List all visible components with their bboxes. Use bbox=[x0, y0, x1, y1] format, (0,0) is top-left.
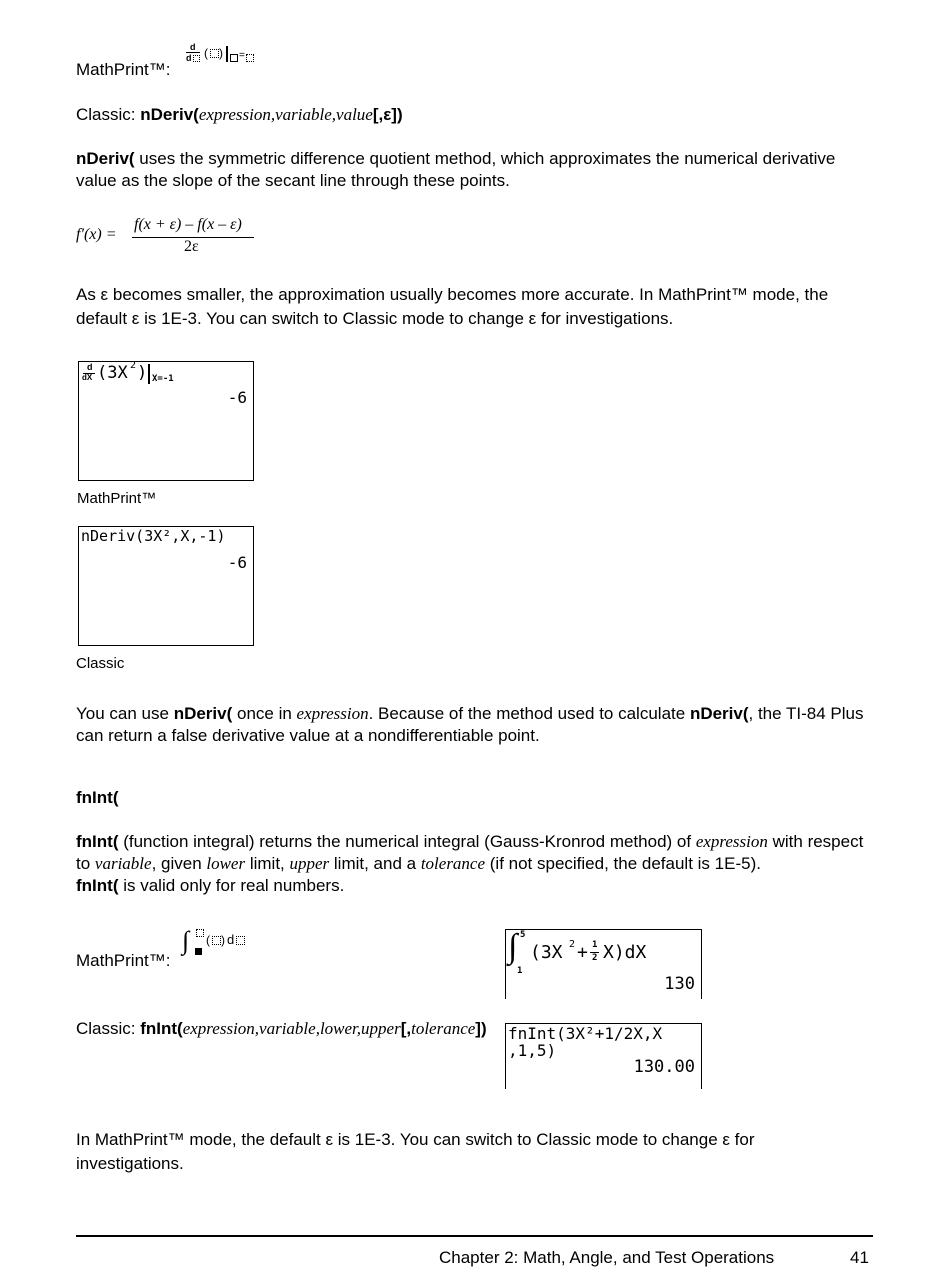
page-number: 41 bbox=[850, 1248, 869, 1267]
calculator-screen-mathprint-nderiv: d dX (3X 2 ) X=-1 -6 bbox=[78, 361, 254, 481]
epsilon-paragraph: As ε becomes smaller, the approximation usually becomes more accurate. In MathPrint™ mode, the default ε is 1E-3. You can switch to Classic mode to change ε for investigations. bbox=[76, 285, 829, 328]
fnint-epsilon-note: In MathPrint™ mode, the default ε is 1E-3. You can switch to Classic mode to change ε for investigations. bbox=[76, 1130, 755, 1173]
derivative-formula: f′(x) = f(x + ε) – f(x – ε) 2ε bbox=[76, 216, 276, 260]
fnint-heading: fnInt( bbox=[76, 788, 119, 807]
calculator-screen-classic-fnint: fnInt(3X²+1/2X,X ,1,5) 130.00 bbox=[505, 1023, 702, 1089]
classic-nderiv-syntax: Classic: nDeriv(expression,variable,value[,ε]) bbox=[76, 105, 403, 124]
mathprint-integral-template: ∫ ( ) d bbox=[182, 926, 272, 960]
calculator-screen-classic-nderiv: nDeriv(3X²,X,-1) -6 bbox=[78, 526, 254, 646]
mathprint-caption: MathPrint™ bbox=[77, 490, 157, 507]
footer-rule bbox=[76, 1235, 873, 1237]
mathprint-label-1: MathPrint™: bbox=[76, 60, 171, 79]
mathprint-label-2: MathPrint™: bbox=[76, 951, 171, 970]
fnint-description: fnInt( (function integral) returns the numerical integral (Gauss-Kronrod method) of expression with respect to variable, given lower limit, upper limit, and a tolerance (if not specified, the default is 1E-5). fnInt( is valid only for real numbers. bbox=[76, 832, 864, 895]
mathprint-derivative-template: d d ( ) = bbox=[184, 42, 274, 70]
calculator-screen-mathprint-fnint: ∫ 5 1 (3X 2 + 1 2 X)dX 130 bbox=[505, 929, 702, 999]
nderiv-description: nDeriv( uses the symmetric difference quotient method, which approximates the numerical derivative value as the slope of the secant line through these points. bbox=[76, 149, 836, 190]
footer-chapter-title: Chapter 2: Math, Angle, and Test Operations bbox=[439, 1248, 775, 1267]
nderiv-note: You can use nDeriv( once in expression. Because of the method used to calculate nDeriv(, the TI-84 Plus can return a false derivative value at a nondifferentiable point. bbox=[76, 704, 864, 745]
classic-fnint-syntax: Classic: fnInt(expression,variable,lower,upper[,tolerance]) bbox=[76, 1019, 487, 1038]
classic-caption: Classic bbox=[76, 655, 125, 672]
